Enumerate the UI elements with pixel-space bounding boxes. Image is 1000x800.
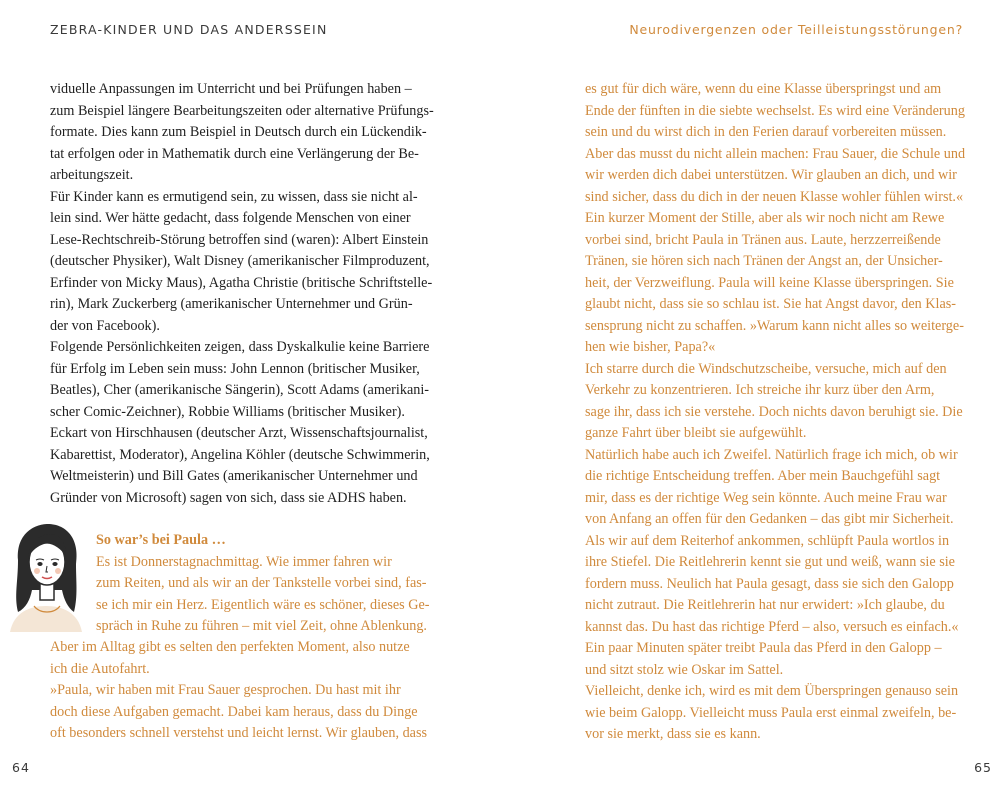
- text-line: wir werden dich dabei unterstützen. Wir glauben an dich, und wir: [585, 167, 957, 183]
- text-line: rin), Mark Zuckerberg (amerikanischer Unternehmer und Grün-: [50, 296, 413, 312]
- text-line: sein und du wirst dich in den Ferien darauf vorbereiten müssen.: [585, 124, 947, 140]
- text-line: kannst das. Du hast das richtige Pferd – also, versuch es einfach.«: [585, 618, 959, 635]
- text-line: Ich starre durch die Windschutzscheibe, versuche, mich auf den: [585, 360, 947, 377]
- text-line: nicht zutraut. Die Reitlehrerin hat nur erwidert: »Ich glaube, du: [585, 597, 945, 613]
- text-line: scher Comic-Zeichner), Robbie Williams (britischer Musiker).: [50, 403, 405, 420]
- text-line: vor sie merkt, dass sie es kann.: [585, 726, 761, 742]
- text-line: se ich mir ein Herz. Eigentlich wäre es schöner, dieses Ge-: [96, 596, 430, 613]
- text-line: ihre Stiefel. Die Reitlehrerin kennt sie gut und weiß, wann sie sie: [585, 554, 955, 570]
- text-line: Lese-Rechtschreib-Störung betroffen sind (waren): Albert Einstein: [50, 231, 429, 248]
- text-line: für Erfolg im Leben sein muss: John Lennon (britischer Musiker,: [50, 360, 420, 377]
- page-number-left: 64: [12, 760, 30, 775]
- right-page: [500, 0, 1000, 800]
- text-line: Es ist Donnerstagnachmittag. Wie immer fahren wir: [96, 553, 392, 570]
- text-line: Tränen, sie hören sich nach Tränen der Angst an, der Unsicher-: [585, 253, 943, 269]
- left-body-text: [50, 79, 450, 509]
- text-line: doch diese Aufgaben gemacht. Dabei kam heraus, dass du Dinge: [50, 703, 418, 720]
- text-line: Eckart von Hirschhausen (deutscher Arzt, Wissenschaftsjournalist,: [50, 425, 428, 441]
- text-line: die richtige Entscheidung treffen. Aber mein Bauchgefühl sagt: [585, 468, 941, 484]
- text-line: hen wie bisher, Papa?«: [585, 339, 716, 355]
- text-line: Als wir auf dem Reiterhof ankommen, schlüpft Paula wortlos in: [585, 532, 950, 549]
- text-line: Verkehr zu konzentrieren. Ich streiche ihr kurz über den Arm,: [585, 382, 935, 398]
- text-line: heit, der Verzweiflung. Paula will keine Klasse überspringen. Sie: [585, 274, 954, 291]
- text-line: mir, dass es der richtige Weg sein könnte. Auch meine Frau war: [585, 489, 947, 506]
- text-line: Vielleicht, denke ich, wird es mit dem Überspringen genauso sein: [585, 683, 959, 699]
- story-intro-block: [96, 530, 430, 638]
- text-line: viduelle Anpassungen im Unterricht und bei Prüfungen haben –: [50, 81, 412, 97]
- text-line: Ende der fünften in die siebte wechselst. Es wird eine Veränderung: [585, 102, 965, 119]
- story-heading: So war’s bei Paula …: [96, 532, 226, 548]
- text-line: und sitzt stolz wie Oskar im Sattel.: [585, 661, 784, 678]
- running-header-chapter-title: Neurodivergenzen oder Teilleistungsstörungen?: [629, 22, 963, 37]
- text-line: sage ihr, dass ich sie verstehe. Doch nichts davon beruhigt sie. Die: [585, 403, 963, 420]
- text-line: Beatles), Cher (amerikanische Sängerin), Scott Adams (amerikani-: [50, 382, 429, 398]
- story-indented-text: [96, 552, 430, 638]
- text-line: Folgende Persönlichkeiten zeigen, dass Dyskalkulie keine Barriere: [50, 339, 430, 355]
- text-line: »Paula, wir haben mit Frau Sauer gesprochen. Du hast mit ihr: [50, 682, 401, 698]
- text-line: Aber das musst du nicht allein machen: Frau Sauer, die Schule und: [585, 145, 966, 162]
- running-header-book-title: ZEBRA-KINDER UND DAS ANDERSSEIN: [50, 22, 328, 37]
- text-line: zum Reiten, und als wir an der Tankstelle vorbei sind, fas-: [96, 575, 427, 591]
- text-line: zum Beispiel längere Bearbeitungszeiten oder alternative Prüfungs-: [50, 102, 434, 119]
- text-line: vorbei sind, bricht Paula in Tränen aus. Laute, herzzerreißende: [585, 231, 941, 248]
- text-line: sind sicher, dass du dich in der neuen Klasse wohler fühlen wirst.«: [585, 188, 964, 205]
- text-line: arbeitungszeit.: [50, 167, 134, 183]
- text-line: (deutscher Physiker), Walt Disney (amerikanischer Filmproduzent,: [50, 253, 430, 269]
- page-number-right: 65: [974, 760, 992, 775]
- text-line: glaubt nicht, dass sie so schlau ist. Sie hat Angst davor, den Klas-: [585, 296, 957, 312]
- text-line: spräch in Ruhe zu führen – mit viel Zeit, ohne Ablenkung.: [96, 618, 427, 634]
- text-line: Ein paar Minuten später treibt Paula das Pferd in den Galopp –: [585, 640, 942, 656]
- text-line: fordern muss. Neulich hat Paula gesagt, dass sie sich den Galopp: [585, 575, 954, 592]
- text-line: ich die Autofahrt.: [50, 660, 150, 677]
- text-line: Erfinder von Micky Maus), Agatha Christie (britische Schriftstelle-: [50, 274, 433, 291]
- text-line: Natürlich habe auch ich Zweifel. Natürlich frage ich mich, ob wir: [585, 446, 958, 463]
- text-line: formate. Dies kann zum Beispiel in Deutsch durch ein Lückendik-: [50, 124, 427, 140]
- text-line: oft besonders schnell verstehst und leicht lernst. Wir glauben, dass: [50, 725, 428, 741]
- text-line: der von Facebook).: [50, 317, 160, 334]
- text-line: Weltmeisterin) und Bill Gates (amerikanischer Unternehmer und: [50, 468, 418, 484]
- text-line: es gut für dich wäre, wenn du eine Klasse überspringst und am: [585, 81, 942, 97]
- text-line: tat erfolgen oder in Mathematik durch eine Verlängerung der Be-: [50, 145, 419, 162]
- text-line: Aber im Alltag gibt es selten den perfekten Moment, also nutze: [50, 639, 410, 655]
- text-line: wie beim Galopp. Vielleicht muss Paula erst einmal zweifeln, be-: [585, 704, 957, 721]
- story-right-text: [585, 79, 965, 746]
- text-line: Gründer von Microsoft) sagen von sich, dass sie ADHS haben.: [50, 489, 407, 506]
- text-line: Für Kinder kann es ermutigend sein, zu wissen, dass sie nicht al-: [50, 188, 418, 205]
- girl-portrait-icon: [4, 520, 88, 632]
- text-line: ganze Fahrt über bleibt sie aufgewühlt.: [585, 425, 807, 441]
- text-line: sensprung nicht zu schaffen. »Warum kann nicht alles so weiterge-: [585, 317, 964, 334]
- text-line: lein sind. Wer hätte gedacht, dass folgende Menschen von einer: [50, 210, 411, 226]
- text-line: von Anfang an offen für den Gedanken – das gibt mir Sicherheit.: [585, 511, 954, 527]
- text-line: Kabarettist, Moderator), Angelina Köhler (deutsche Schwimmerin,: [50, 446, 430, 463]
- text-line: Ein kurzer Moment der Stille, aber als wir noch nicht am Rewe: [585, 210, 945, 226]
- story-left-text: [50, 637, 427, 745]
